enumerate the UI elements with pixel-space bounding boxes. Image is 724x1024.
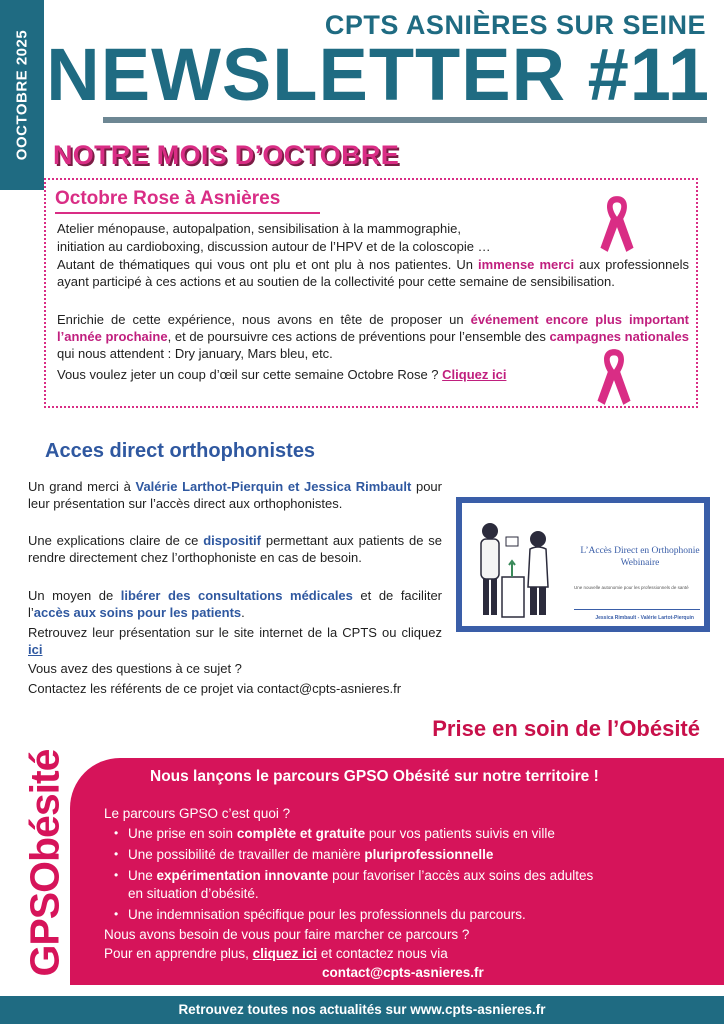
gpso-contact-email[interactable]: contact@cpts-asnieres.fr bbox=[322, 965, 484, 980]
org-name: CPTS ASNIÈRES SUR SEINE bbox=[324, 10, 706, 40]
bullet-dot: • bbox=[114, 826, 119, 840]
webinar-thumbnail[interactable] bbox=[456, 497, 710, 632]
rose-paragraph-1: Autant de thématiques qui vous ont plu et ont plu à nos patientes. Un immense merci aux professionnels ayant participé à ces actions et au soutien de la collectivité pour cette semaine de sensibilisation. bbox=[57, 257, 689, 289]
title-divider bbox=[103, 117, 707, 123]
obesity-section-title: Prise en soin de l’Obésité bbox=[432, 716, 700, 741]
webinar-authors: Jessica Rimbault - Valérie Lartot-Pierquin bbox=[595, 615, 694, 621]
gpso-logo-text: GPSObésité bbox=[21, 749, 68, 977]
ortho-paragraph-3: Un moyen de libérer des consultations médicales et de faciliter l’accès aux soins pour les patients. bbox=[28, 588, 442, 620]
octobre-rose-link[interactable]: Cliquez ici bbox=[442, 367, 507, 382]
rose-paragraph-3: Vous voulez jeter un coup d’œil sur cette semaine Octobre Rose ? Cliquez ici bbox=[57, 367, 507, 382]
people-illustration-icon bbox=[468, 517, 564, 621]
ortho-paragraph-1: Un grand merci à Valérie Larthot-Pierquin et Jessica Rimbault pour leur présentation sur l’accès direct aux orthophonistes. bbox=[28, 479, 442, 511]
ortho-question-line: Vous avez des questions à ce sujet ? bbox=[28, 661, 242, 676]
bullet-dot: • bbox=[114, 907, 119, 921]
gpso-bullet-1: Une prise en soin complète et gratuite pour vos patients suivis en ville bbox=[128, 826, 555, 841]
octobre-rose-title: Octobre Rose à Asnières bbox=[55, 188, 281, 209]
rose-line-2: initiation au cardioboxing, discussion autour de l’HPV et de la coloscopie … bbox=[57, 239, 491, 254]
ortho-section-title: Acces direct orthophonistes bbox=[45, 440, 316, 462]
webinar-slide bbox=[462, 503, 704, 626]
gpso-panel-heading: Nous lançons le parcours GPSO Obésité sur notre territoire ! bbox=[150, 768, 599, 785]
bullet-dot: • bbox=[114, 868, 119, 882]
footer-bar[interactable]: Retrouvez toutes nos actualités sur www.cpts-asnieres.fr bbox=[0, 996, 724, 1024]
newsletter-title: NEWSLETTER #11 bbox=[46, 33, 710, 116]
webinar-title: L’Accès Direct en Orthophonie Webinaire bbox=[580, 546, 700, 568]
octobre-rose-underline bbox=[55, 212, 320, 214]
gpso-link[interactable]: cliquez ici bbox=[252, 946, 318, 961]
gpso-bullet-4: Une indemnisation spécifique pour les professionnels du parcours. bbox=[128, 907, 526, 922]
gpso-bullet-2: Une possibilité de travailler de manière pluriprofessionnelle bbox=[128, 847, 494, 862]
gpso-intro: Le parcours GPSO c’est quoi ? bbox=[104, 806, 291, 821]
gpso-more-line: Pour en apprendre plus, cliquez ici et contactez nous via bbox=[104, 946, 448, 961]
rose-line-1: Atelier ménopause, autopalpation, sensibilisation à la mammographie, bbox=[57, 221, 461, 236]
date-side-tab bbox=[0, 0, 44, 190]
ortho-presentation-link[interactable]: ici bbox=[28, 642, 43, 657]
webinar-subtitle: Une nouvelle autonomie pour les professionnels de santé bbox=[574, 585, 689, 590]
gpso-need-line: Nous avons besoin de vous pour faire marcher ce parcours ? bbox=[104, 927, 470, 942]
date-label: OOCTOBRE 2025 bbox=[13, 29, 31, 161]
ortho-paragraph-2: Une explications claire de ce dispositif permettant aux patients de se rendre directement chez l’orthophoniste en cas de besoin. bbox=[28, 533, 443, 565]
month-section-title: NOTRE MOIS D’OCTOBRE bbox=[53, 140, 400, 170]
webinar-divider bbox=[574, 609, 700, 610]
pink-ribbon-icon bbox=[596, 192, 638, 254]
gpso-bullet-3-cont: en situation d’obésité. bbox=[128, 886, 259, 901]
ortho-paragraph-4: Retrouvez leur présentation sur le site internet de la CPTS ou cliquez ici bbox=[28, 625, 442, 657]
gpso-bullet-3: Une expérimentation innovante pour favoriser l’accès aux soins des adultes bbox=[128, 868, 594, 883]
gpso-obesite-logo bbox=[14, 745, 76, 981]
ortho-contact-line: Contactez les référents de ce projet via contact@cpts-asnieres.fr bbox=[28, 681, 402, 696]
bullet-dot: • bbox=[114, 847, 119, 861]
rose-paragraph-2: Enrichie de cette expérience, nous avons en tête de proposer un événement encore plus important l’année prochaine, et de poursuivre ces actions de préventions pour l’ensemble des campagnes nationales qui nous attendent : Dry january, Mars bleu, etc. bbox=[57, 312, 689, 361]
